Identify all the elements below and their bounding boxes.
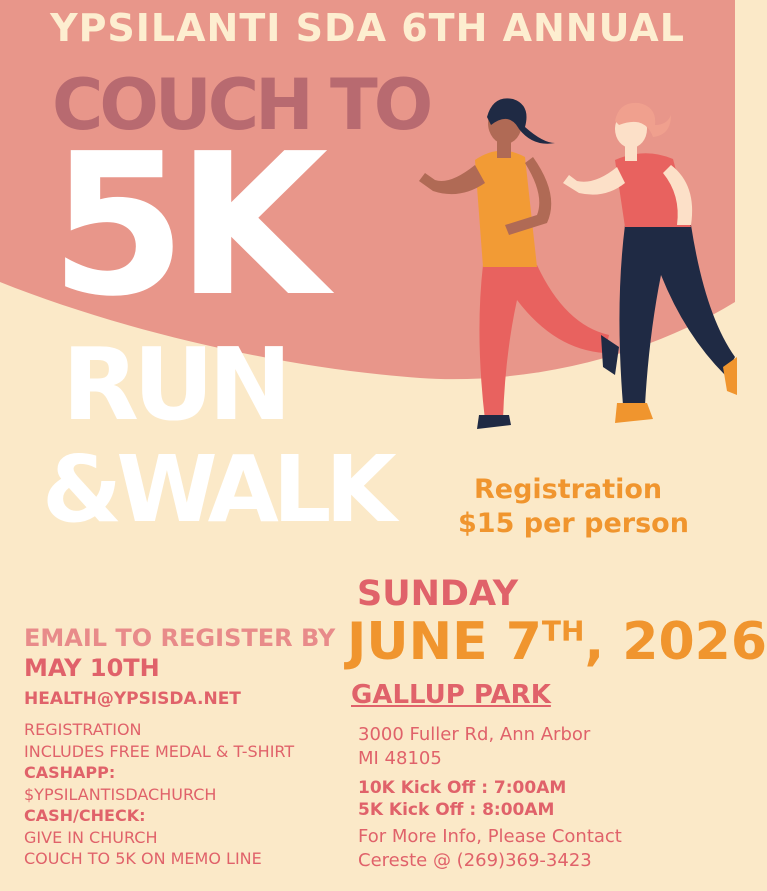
address-line-2: MI 48105 — [358, 748, 442, 769]
runner-right — [563, 103, 737, 423]
detail-line: REGISTRATION — [24, 720, 142, 739]
event-date — [347, 612, 767, 672]
registration-deadline: MAY 10TH — [24, 654, 160, 682]
run-heading: RUN — [62, 326, 286, 443]
event-date-suffix: TH — [541, 614, 585, 648]
detail-line: CASH/CHECK: — [24, 806, 146, 825]
kickoff-5k: 5K Kick Off : 8:00AM — [358, 800, 555, 820]
event-date-year: , 2026 — [584, 612, 767, 672]
registration-details — [24, 719, 294, 870]
kickoff-10k: 10K Kick Off : 7:00AM — [358, 778, 567, 798]
distance-heading: 5K — [50, 112, 319, 340]
registration-label: Registration — [474, 474, 663, 505]
detail-line: INCLUDES FREE MEDAL & T-SHIRT — [24, 741, 295, 761]
detail-line: $YPSILANTISDACHURCH — [24, 784, 217, 804]
registration-price: $15 per person — [458, 508, 689, 539]
detail-line: COUCH TO 5K ON MEMO LINE — [24, 849, 262, 868]
contact-info-line-1: For More Info, Please Contact — [358, 826, 622, 847]
address-line-1: 3000 Fuller Rd, Ann Arbor — [358, 724, 591, 745]
event-date-main: JUNE 7 — [347, 612, 542, 672]
contact-info-line-2: Cereste @ (269)369-3423 — [358, 850, 592, 871]
detail-line: CASHAPP: — [24, 763, 116, 782]
two-women-running-illustration — [405, 85, 735, 445]
email-register-heading: EMAIL TO REGISTER BY — [24, 624, 336, 652]
event-series-title: YPSILANTI SDA 6TH ANNUAL — [50, 6, 685, 50]
event-day: SUNDAY — [357, 574, 519, 614]
event-location: GALLUP PARK — [351, 680, 551, 710]
couch-to-heading: COUCH TO — [52, 64, 430, 146]
registration-email: HEALTH@YPSISDA.NET — [24, 689, 241, 709]
detail-line: GIVE IN CHURCH — [24, 827, 158, 847]
walk-heading: &WALK — [42, 436, 391, 543]
runner-left — [419, 98, 619, 429]
